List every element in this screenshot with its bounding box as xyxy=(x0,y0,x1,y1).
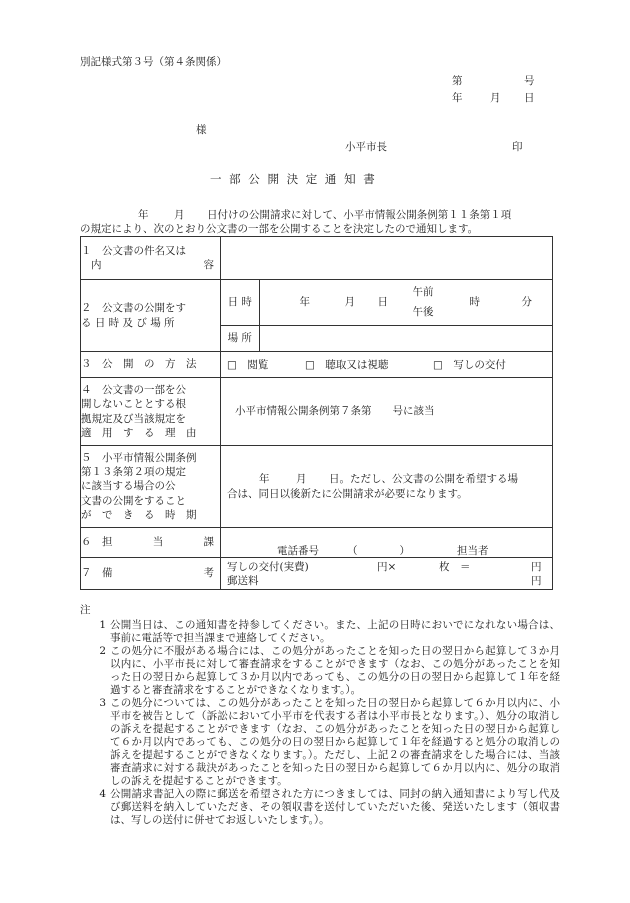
row4-value: 小平市情報公開条例第７条第 号に該当 xyxy=(221,378,553,446)
row6-label-mid: 当 xyxy=(152,536,164,549)
row1-label xyxy=(81,237,221,280)
row-remarks xyxy=(81,558,553,590)
note-text: この処分に不服がある場合には、この処分があったことを知った日の翌日から起算して３か月以内に、小平市長に対して審査請求をすることができます（なお、この処分があったことを知った日の翌日から起算して３か月以内であっても、この処分の日の翌日から起算して１年を経過すると審査請求をすることができなくなります。）。 xyxy=(110,645,560,696)
person-label: 担当者 xyxy=(457,545,489,557)
row-nondisclosure-basis xyxy=(81,378,553,446)
row6-label xyxy=(81,528,221,558)
datetime-label: 日 時 xyxy=(221,280,259,325)
row6-value xyxy=(221,528,553,558)
row4-label-line2: 開しないこととする根 xyxy=(81,398,186,411)
method-option-copy[interactable]: □ 写しの交付 xyxy=(433,359,506,371)
dt-minute: 分 xyxy=(521,296,532,308)
row6-label-left: ６ 担 xyxy=(81,536,113,549)
datetime-subtable xyxy=(221,280,552,351)
row5-label-line3: に該当する場合の公 xyxy=(81,480,176,493)
note-number: 1 xyxy=(99,619,106,631)
note-number: 4 xyxy=(99,788,106,800)
row5-label-line5: が で き る 時 期 xyxy=(81,508,197,521)
issuer: 小平市長 xyxy=(345,141,387,153)
row2-label-line2: る 日 時 及 び 場 所 xyxy=(81,316,175,329)
intro-line2: の規定により、次のとおり公文書の一部を公開することを決定したので通知します。 xyxy=(80,223,479,235)
row7-value xyxy=(221,558,553,590)
row4-label-line1: ４ 公文書の一部を公 xyxy=(81,384,186,397)
phone-label: 電話番号 xyxy=(277,545,319,557)
row5-label-line4: 文書の公開をすること xyxy=(81,494,186,507)
period-month: 月 xyxy=(296,473,307,485)
place-label: 場 所 xyxy=(221,325,259,351)
postage-yen: 円 xyxy=(531,575,542,587)
row-document-title xyxy=(81,237,553,280)
row5-label xyxy=(81,446,221,528)
row4-label-line3: 拠規定及び当該規定を xyxy=(81,412,186,425)
intro-year: 年 xyxy=(138,209,149,221)
row1-label-left: 内 xyxy=(91,259,102,271)
decision-table xyxy=(80,236,553,590)
row2-label-line1: ２ 公文書の公開をす xyxy=(81,302,186,315)
note-text: 公開当日は、この通知書を持参してください。また、上記の日時においでになれない場合は、事前に電話等で担当課まで連絡してください。 xyxy=(110,619,560,644)
period-year: 年 xyxy=(259,473,270,485)
row7-label-left: ７ 備 xyxy=(81,567,113,580)
row6-label-right: 課 xyxy=(203,536,214,549)
seal-mark: 印 xyxy=(512,141,523,153)
dt-year: 年 xyxy=(299,296,310,308)
note-number: 2 xyxy=(99,645,106,657)
note-item xyxy=(80,619,560,645)
row4-label xyxy=(81,378,221,446)
row1-label-right: 容 xyxy=(203,259,214,271)
row3-label-text: ３ 公 開 の 方 法 xyxy=(81,358,197,371)
copy-fee-label: 写しの交付(実費) xyxy=(227,561,309,573)
row2-label xyxy=(81,280,221,352)
row4-label-line4: 適 用 す る 理 由 xyxy=(81,426,197,439)
notes-label: 注 xyxy=(80,604,91,616)
intro-month: 月 xyxy=(174,209,185,221)
dt-am: 午前 xyxy=(412,286,434,298)
period-line2: 合は、同日以後新たに公開請求が必要になります。 xyxy=(227,488,468,500)
place-value xyxy=(259,325,552,351)
period-line1: 日。ただし、公文書の公開を希望する場 xyxy=(329,473,518,485)
note-item xyxy=(80,788,560,827)
notes-section xyxy=(80,604,560,827)
row5-label-line1: ５ 小平市情報公開条例 xyxy=(81,452,197,465)
postage-label: 郵送料 xyxy=(227,575,259,587)
row3-value xyxy=(221,352,553,378)
form-id: 別記様式第３号（第４条関係） xyxy=(80,56,227,68)
dt-month: 月 xyxy=(344,296,355,308)
doc-number-suffix: 号 xyxy=(524,75,535,87)
doc-date-year: 年 xyxy=(452,92,463,104)
row7-label xyxy=(81,558,221,590)
phone-paren: （ ） xyxy=(347,545,410,557)
doc-date-month: 月 xyxy=(490,92,501,104)
row5-value xyxy=(221,446,553,528)
intro-rest: 日付けの公開請求に対して、小平市情報公開条例第１１条第１項 xyxy=(207,209,512,221)
note-text: この処分については、この処分があったことを知った日の翌日から起算して６か月以内に、小平市を被告として（訴訟において小平市を代表する者は小平市長となります。）、処分の取消しの訴えを提起することができます（なお、この処分があったことを知った日の翌日から起算して６か月以内であっても、この処分の日の翌日から起算して１年を経過すると処分の取消しの訴えを提起することができなくなります。）。ただし、上記２の審査請求をした場合には、当該審査請求に対する裁決があったことを知った日の翌日から起算して６か月以内に、処分の取消しの訴えを提起することができます。 xyxy=(110,697,560,787)
dt-hour: 時 xyxy=(469,296,480,308)
row1-value xyxy=(221,237,553,280)
note-text: 公開請求書記入の際に郵送を希望された方につきましては、同封の納入通知書により写し代及び郵送料を納入していただき、その領収書を送付していただいた後、発送いたします（領収書は、写しの送付に併せてお返しいたします。）。 xyxy=(110,788,560,826)
row-department xyxy=(81,528,553,558)
doc-date-day: 日 xyxy=(524,92,535,104)
doc-number-prefix: 第 xyxy=(452,75,463,87)
row-datetime-place xyxy=(81,280,553,352)
row7-label-right: 考 xyxy=(203,567,214,580)
copy-fee-yen-times: 円× xyxy=(377,561,397,573)
note-item xyxy=(80,697,560,788)
row3-label xyxy=(81,352,221,378)
dt-pm: 午後 xyxy=(412,306,434,318)
method-option-view[interactable]: □ 閲覧 xyxy=(227,359,269,371)
method-option-listen[interactable]: □ 聴取又は視聴 xyxy=(305,359,389,371)
addressee-suffix: 様 xyxy=(196,124,207,136)
note-number: 3 xyxy=(99,697,106,709)
note-item xyxy=(80,645,560,697)
row-disclosure-period xyxy=(81,446,553,528)
row1-label-line1: １ 公文書の件名又は xyxy=(81,244,186,257)
page-title: 一 部 公 開 決 定 通 知 書 xyxy=(210,172,377,186)
dt-day: 日 xyxy=(377,296,388,308)
datetime-value xyxy=(259,280,552,325)
copy-fee-sheets: 枚 ＝ xyxy=(439,561,471,573)
copy-fee-yen: 円 xyxy=(531,561,542,573)
row5-label-line2: 第１３条第２項の規定 xyxy=(81,466,186,479)
row-method xyxy=(81,352,553,378)
